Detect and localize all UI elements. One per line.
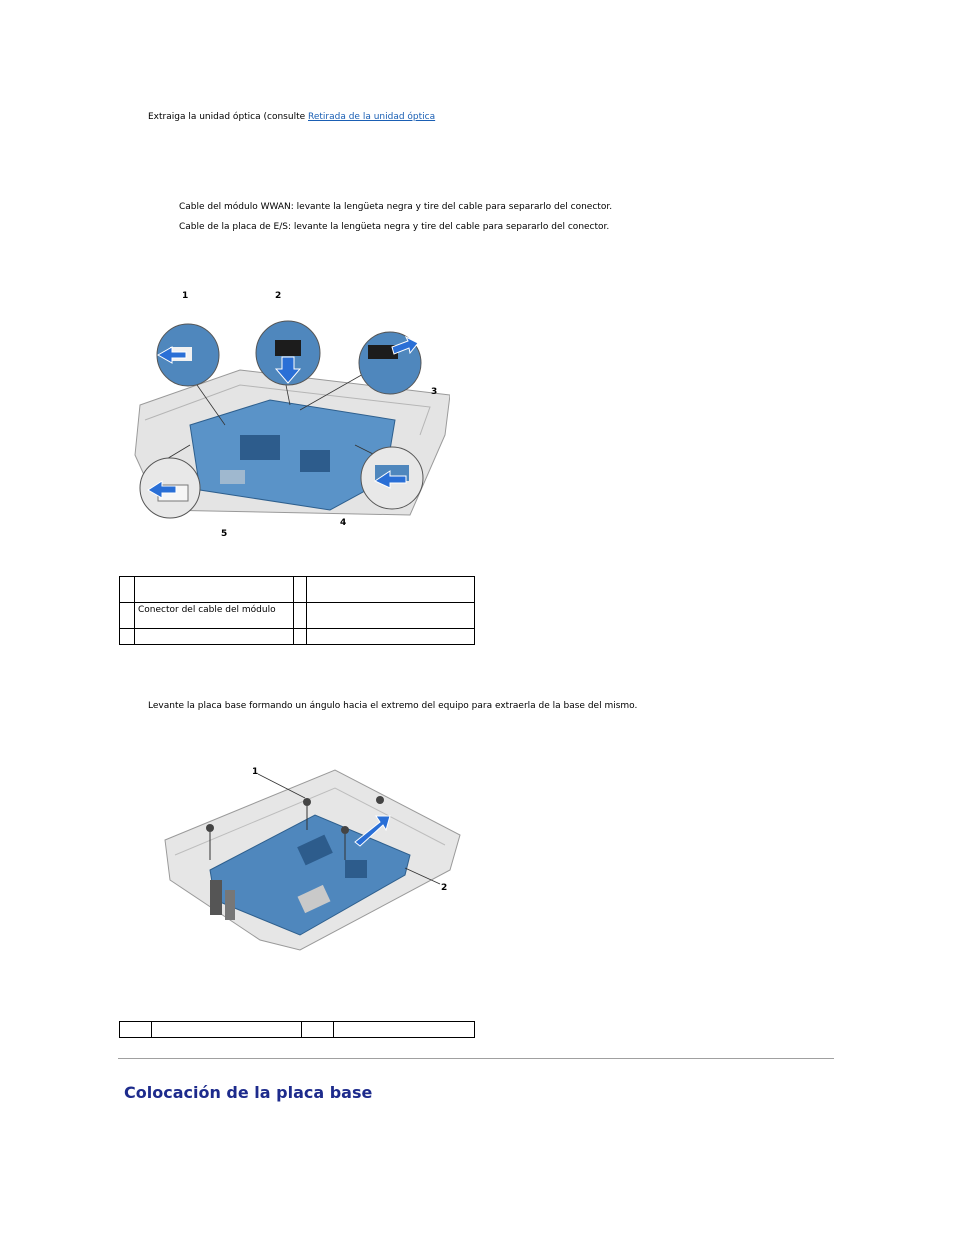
table-cell [307, 577, 475, 603]
callout-1: 1 [182, 291, 189, 301]
table-cell [152, 1022, 302, 1038]
zoom-circle-4 [361, 447, 423, 509]
table-cell [334, 1022, 475, 1038]
table-row [120, 603, 475, 629]
table-cell [120, 603, 135, 629]
table-cell [120, 629, 135, 645]
table-cell: Conector del cable del módulo [135, 603, 294, 629]
zoom-circle-5 [140, 458, 200, 518]
callout-4: 4 [340, 518, 347, 528]
callout-1: 1 [252, 767, 259, 777]
table-cell [120, 1022, 152, 1038]
screw-icon [206, 824, 214, 832]
screw-icon [341, 826, 349, 834]
callout-2: 2 [275, 291, 282, 301]
sub-step-wwan-cable: Cable del módulo WWAN: levante la lengüeta negra y tire del cable para separarlo del conector. [179, 202, 613, 212]
table-cell [135, 629, 294, 645]
optical-drive-removal-link[interactable]: Retirada de la unidad óptica [308, 112, 436, 122]
step-lift-system-board: Levante la placa base formando un ángulo hacia el extremo del equipo para extraerla de la base del mismo. [148, 701, 638, 711]
table-cell [302, 1022, 334, 1038]
callout-table-1 [119, 576, 475, 645]
section-heading: Colocación de la placa base [124, 1083, 373, 1102]
callout-5: 5 [221, 529, 228, 539]
table-cell [120, 577, 135, 603]
table-row [120, 629, 475, 645]
section-divider [118, 1058, 834, 1059]
table-cell [135, 577, 294, 603]
zoom-circle-2 [256, 321, 320, 385]
table-cell [294, 629, 307, 645]
table-row [120, 1022, 475, 1038]
table-cell [307, 603, 475, 629]
figure-lift-system-board [150, 760, 465, 960]
screw-icon [376, 796, 384, 804]
step-remove-optical-drive [148, 112, 435, 122]
screw-icon [303, 798, 311, 806]
callout-2: 2 [441, 883, 448, 893]
zoom-circle-1 [157, 324, 219, 386]
step-text: Extraiga la unidad óptica (consulte [148, 112, 308, 122]
zoom-circle-3 [359, 332, 421, 394]
table-cell [307, 629, 475, 645]
sub-step-io-board-cable: Cable de la placa de E/S: levante la lengüeta negra y tire del cable para separarlo del conector. [179, 222, 610, 232]
table-cell [294, 603, 307, 629]
callout-3: 3 [431, 387, 438, 397]
callout-table-2 [119, 1021, 475, 1038]
table-cell [294, 577, 307, 603]
table-row [120, 577, 475, 603]
figure-cable-connectors [130, 285, 450, 540]
